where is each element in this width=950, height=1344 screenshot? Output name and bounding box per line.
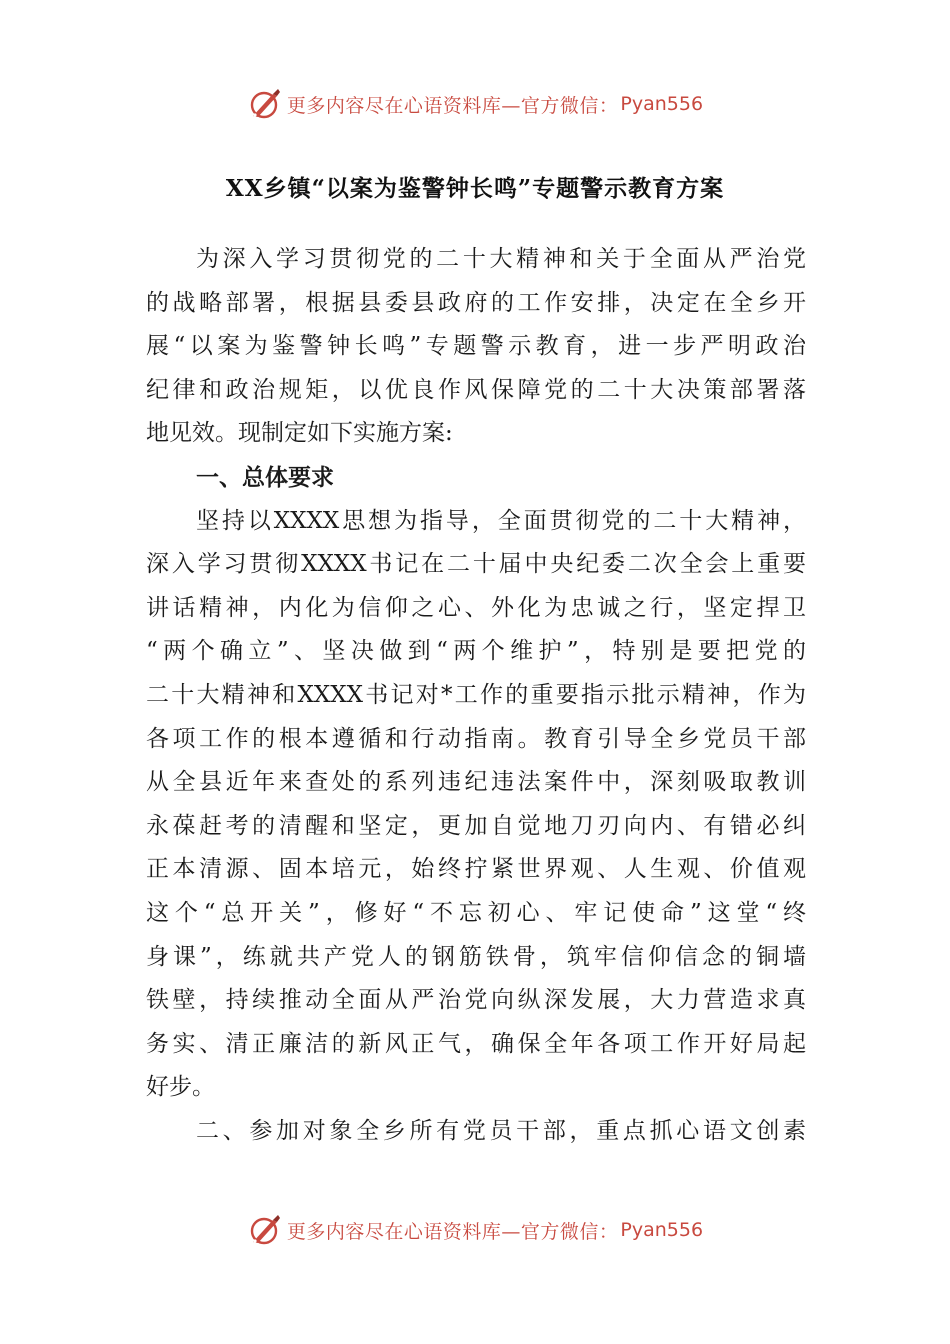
- section-heading: 一、总体要求: [196, 463, 334, 491]
- body-line: 纪律和政治规矩，以优良作风保障党的二十大决策部署落: [146, 376, 806, 403]
- body-line: 务实、清正廉洁的新风正气，确保全年各项工作开好局起: [146, 1030, 806, 1057]
- pen-circle-logo-icon: [247, 86, 283, 122]
- body-line: 坚持以XXXX思想为指导，全面贯彻党的二十大精神，: [196, 507, 806, 534]
- body-line: 永葆赶考的清醒和坚定，更加自觉地刀刃向内、有错必纠: [146, 812, 806, 839]
- body-line: 身课”，练就共产党人的钢筋铁骨，筑牢信仰信念的铜墙: [146, 943, 806, 970]
- banner-text: 更多内容尽在心语资料库—官方微信：: [286, 94, 619, 117]
- body-line: 深入学习贯彻XXXX书记在二十届中央纪委二次全会上重要: [146, 551, 806, 578]
- banner-handle: Pyan556: [620, 93, 704, 115]
- banner-text: 更多内容尽在心语资料库—官方微信：: [286, 1220, 619, 1243]
- body-line: 正本清源、固本培元，始终拧紧世界观、人生观、价值观: [146, 856, 806, 883]
- body-line: 铁壁，持续推动全面从严治党向纵深发展，大力营造求真: [146, 987, 806, 1014]
- body-line: 从全县近年来查处的系列违纪违法案件中，深刻吸取教训: [146, 769, 806, 796]
- header-banner: [0, 84, 950, 124]
- body-line: 为深入学习贯彻党的二十大精神和关于全面从严治党: [196, 246, 806, 272]
- body-line: 这个“总开关”，修好“不忘初心、牢记使命”这堂“终: [146, 899, 806, 926]
- body-line: 二十大精神和XXXX书记对*工作的重要指示批示精神，作为: [146, 681, 806, 708]
- body-line: 讲话精神，内化为信仰之心、外化为忠诚之行，坚定捍卫: [146, 594, 806, 621]
- body-line: “两个确立”、坚决做到“两个维护”，特别是要把党的: [146, 638, 806, 665]
- banner-handle: Pyan556: [620, 1219, 704, 1241]
- footer-banner: [0, 1210, 950, 1250]
- document-body: [146, 238, 806, 1153]
- pen-circle-logo-icon: [247, 1212, 283, 1248]
- body-line: 好步。: [146, 1074, 215, 1101]
- body-line: 二、参加对象全乡所有党员干部，重点抓心语文创素: [196, 1117, 806, 1144]
- body-line: 的战略部署，根据县委县政府的工作安排，决定在全乡开: [146, 289, 806, 316]
- document-title: XX乡镇“以案为鉴警钟长鸣”专题警示教育方案: [225, 175, 725, 202]
- body-line: 各项工作的根本遵循和行动指南。教育引导全乡党员干部: [146, 725, 806, 752]
- body-line: 展“以案为鉴警钟长鸣”专题警示教育，进一步严明政治: [146, 333, 806, 360]
- body-line: 地见效。现制定如下实施方案:: [146, 420, 453, 447]
